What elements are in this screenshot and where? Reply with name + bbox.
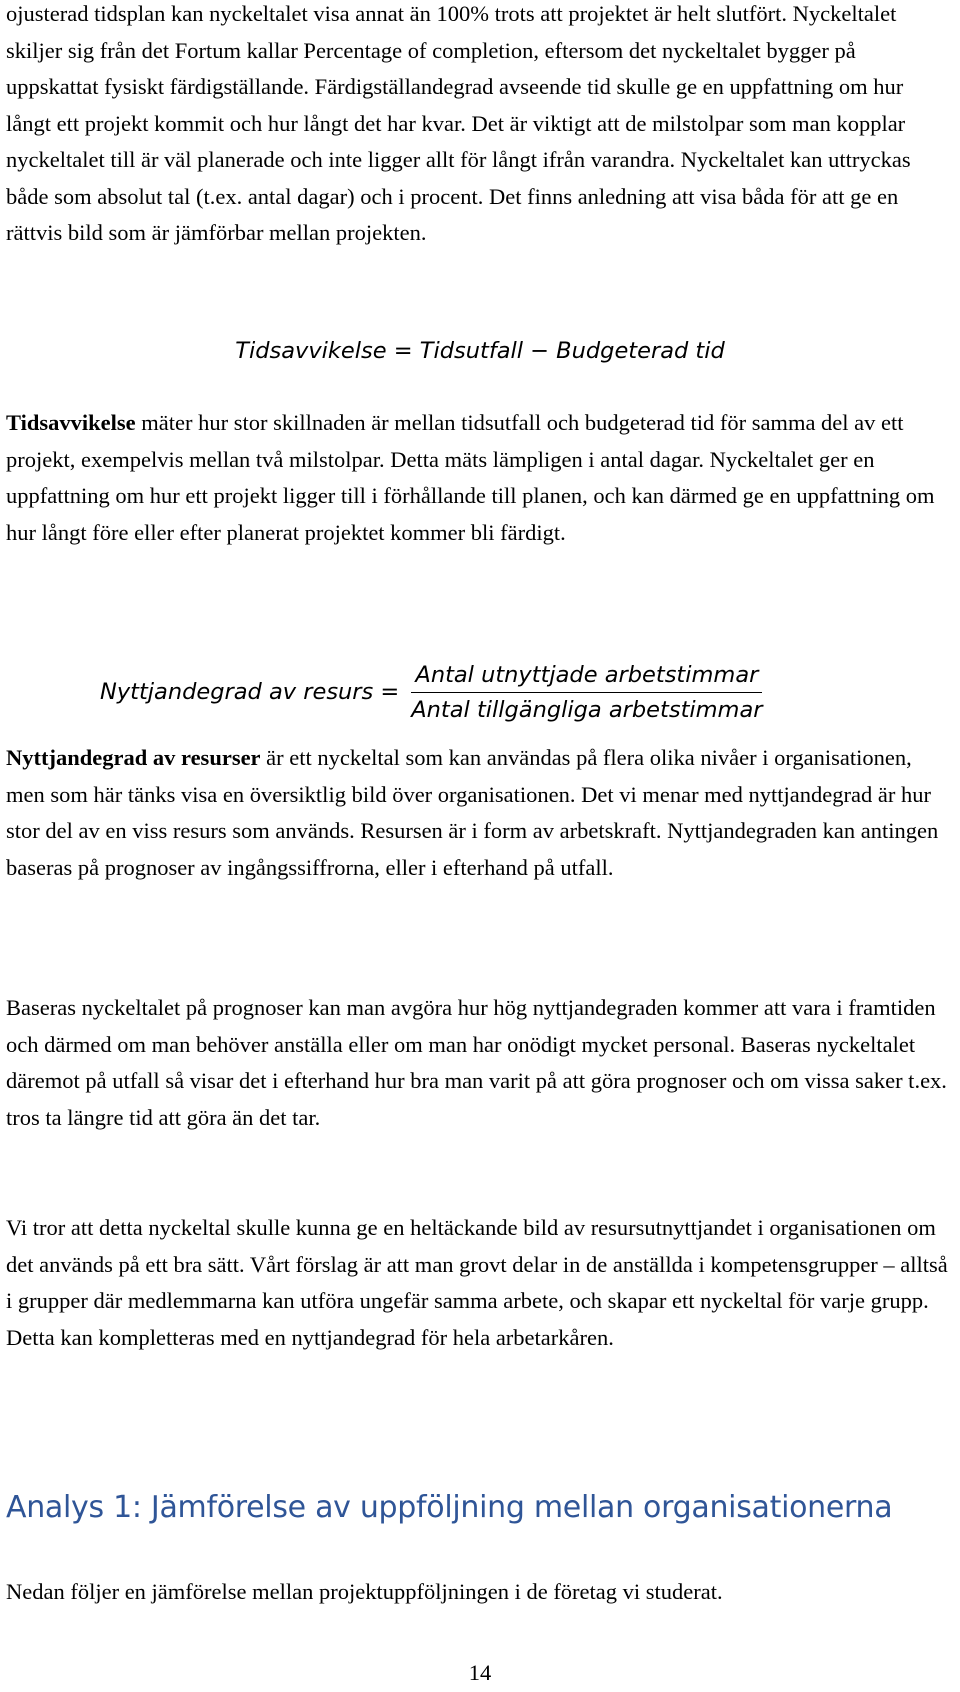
formula-lhs: Nyttjandegrad av resurs = xyxy=(100,679,400,705)
tidsavvikelse-term: Tidsavvikelse xyxy=(6,410,136,435)
nyttjandegrad-text: är ett nyckeltal som kan användas på flera olika nivåer i organisationen, men som här tänks visa en översiktlig bild över organisationen. Det vi menar med nyttjandegrad är hur stor del av en viss resurs som används. Resursen är i form av arbetskraft. Nyttjandegraden kan antingen baseras på prognoser av ingångssiffrorna, eller i efterhand på utfall. xyxy=(6,745,939,880)
section-heading: Analys 1: Jämförelse av uppföljning mellan organisationerna xyxy=(6,1490,893,1525)
nyttjandegrad-formula xyxy=(100,654,767,730)
tidsavvikelse-paragraph xyxy=(6,405,951,551)
vi-tror-paragraph: Vi tror att detta nyckeltal skulle kunna ge en heltäckande bild av resursutnyttjandet i organisationen om det används på ett bra sätt. Vårt förslag är att man grovt delar in de anställda i kompetensgrupper – alltså i grupper där medlemmarna kan utföra ungefär samma arbete, och skapar ett nyckeltal för varje grupp. Detta kan kompletteras med en nyttjandegrad för hela arbetarkåren. xyxy=(6,1215,948,1350)
formula-numerator: Antal utnyttjade arbetstimmar xyxy=(411,662,762,693)
tidsavvikelse-text: mäter hur stor skillnaden är mellan tidsutfall och budgeterad tid för samma del av ett projekt, exempelvis mellan två milstolpar. Detta mäts lämpligen i antal dagar. Nyckeltalet ger en uppfattning om hur ett projekt ligger till i förhållande till planen, och kan därmed ge en uppfattning om hur långt före eller efter planerat projektet kommer bli färdigt. xyxy=(6,410,935,545)
nyttjandegrad-term: Nyttjandegrad av resurser xyxy=(6,745,261,770)
formula-fraction xyxy=(407,662,766,723)
nedan-paragraph: Nedan följer en jämförelse mellan projektuppföljningen i de företag vi studerat. xyxy=(6,1579,723,1604)
nyttjandegrad-paragraph xyxy=(6,740,951,886)
page-number: 14 xyxy=(468,1660,492,1685)
intro-paragraph: ojusterad tidsplan kan nyckeltalet visa annat än 100% trots att projektet är helt slutfört. Nyckeltalet skiljer sig från det Fortum kallar Percentage of completion, eftersom det nyckeltalet bygger på uppskattat fysiskt färdigställande. Färdigställandegrad avseende tid skulle ge en uppfattning om hur långt ett projekt kommit och hur långt det har kvar. Det är viktigt att de milstolpar som man kopplar nyckeltalet till är väl planerade och inte ligger allt för långt ifrån varandra. Nyckeltalet kan uttryckas både som absolut tal (t.ex. antal dagar) och i procent. Det finns anledning att visa båda för att ge en rättvis bild som är jämförbar mellan projekten. xyxy=(6,1,911,245)
formula-denominator: Antal tillgängliga arbetstimmar xyxy=(411,696,763,723)
tidsavvikelse-formula: Tidsavvikelse = Tidsutfall − Budgeterad tid xyxy=(235,338,725,364)
baseras-paragraph: Baseras nyckeltalet på prognoser kan man avgöra hur hög nyttjandegraden kommer att vara i framtiden och därmed om man behöver anställa eller om man har onödigt mycket personal. Baseras nyckeltalet däremot på utfall så visar det i efterhand hur bra man varit på att göra prognoser och om vissa saker t.ex. tros ta längre tid att göra än det tar. xyxy=(6,995,947,1130)
